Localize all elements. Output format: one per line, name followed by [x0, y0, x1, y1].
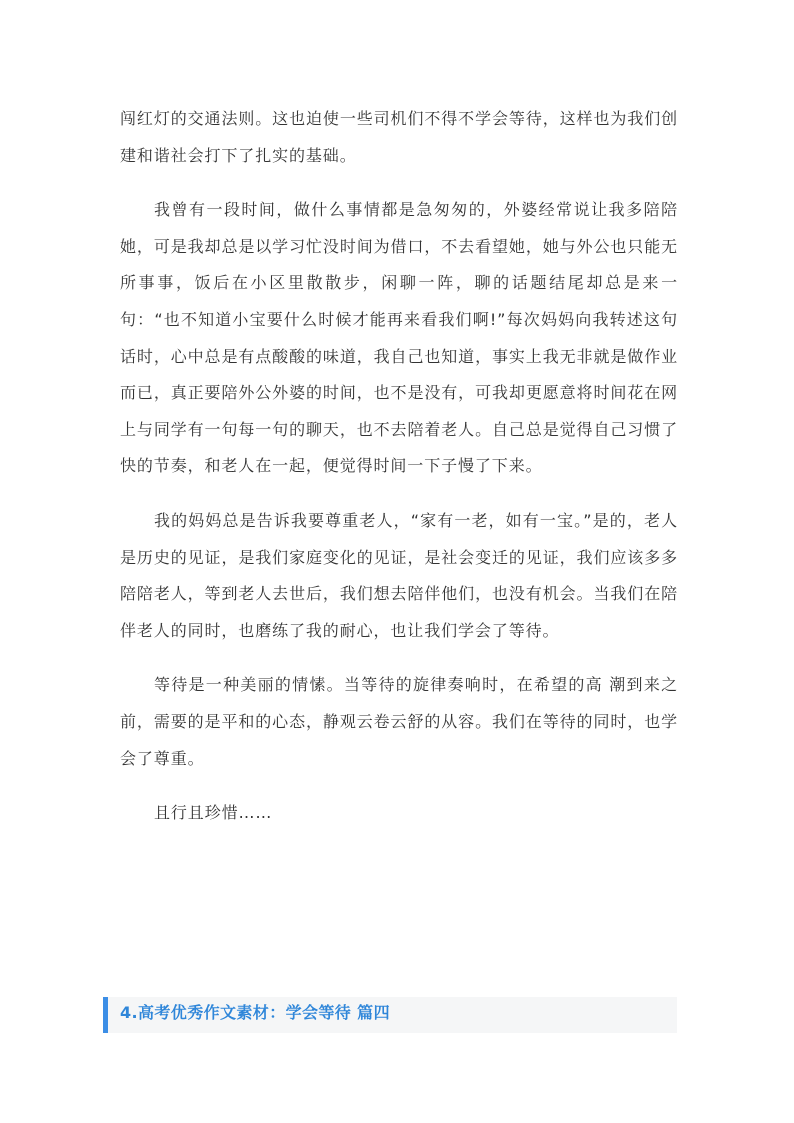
heading-accent-bar	[103, 997, 108, 1033]
paragraph-closing: 且行且珍惜……	[154, 803, 273, 823]
section-heading	[103, 997, 677, 1033]
section-heading-title: 4.高考优秀作文素材：学会等待 篇四	[120, 1003, 390, 1022]
paragraph-grandparents: 我曾有一段时间，做什么事情都是急匆匆的，外婆经常说让我多陪陪她，可是我却总是以学习忙没时间为借口，不去看望她，她与外公也只能无所事事，饭后在小区里散散步，闲聊一阵，聊的话题结尾却总是来一句：“也不知道小宝要什么时候才能再来看我们啊!”每次妈妈向我转述这句话时，心中总是有点酸酸的味道，我自己也知道，事实上我无非就是做作业而已，真正要陪外公外婆的时间，也不是没有，可我却更愿意将时间花在网上与同学有一句每一句的聊天，也不去陪着老人。自己总是觉得自己习惯了快的节奏，和老人在一起，便觉得时间一下子慢了下来。	[120, 200, 678, 476]
paragraph-respect-elders: 我的妈妈总是告诉我要尊重老人，“家有一老，如有一宝。”是的，老人是历史的见证，是我们家庭变化的见证，是社会变迁的见证，我们应该多多陪陪老人，等到老人去世后，我们想去陪伴他们，也没有机会。当我们在陪伴老人的同时，也磨练了我的耐心，也让我们学会了等待。	[120, 510, 678, 640]
paragraph-continuation: 闯红灯的交通法则。这也迫使一些司机们不得不学会等待，这样也为我们创建和谐社会打下了扎实的基础。	[120, 109, 678, 165]
article-body	[120, 101, 678, 832]
paragraph-waiting-sentiment: 等待是一种美丽的情愫。当等待的旋律奏响时，在希望的高 潮到来之前，需要的是平和的心态，静观云卷云舒的从容。我们在等待的同时，也学会了尊重。	[120, 675, 678, 768]
